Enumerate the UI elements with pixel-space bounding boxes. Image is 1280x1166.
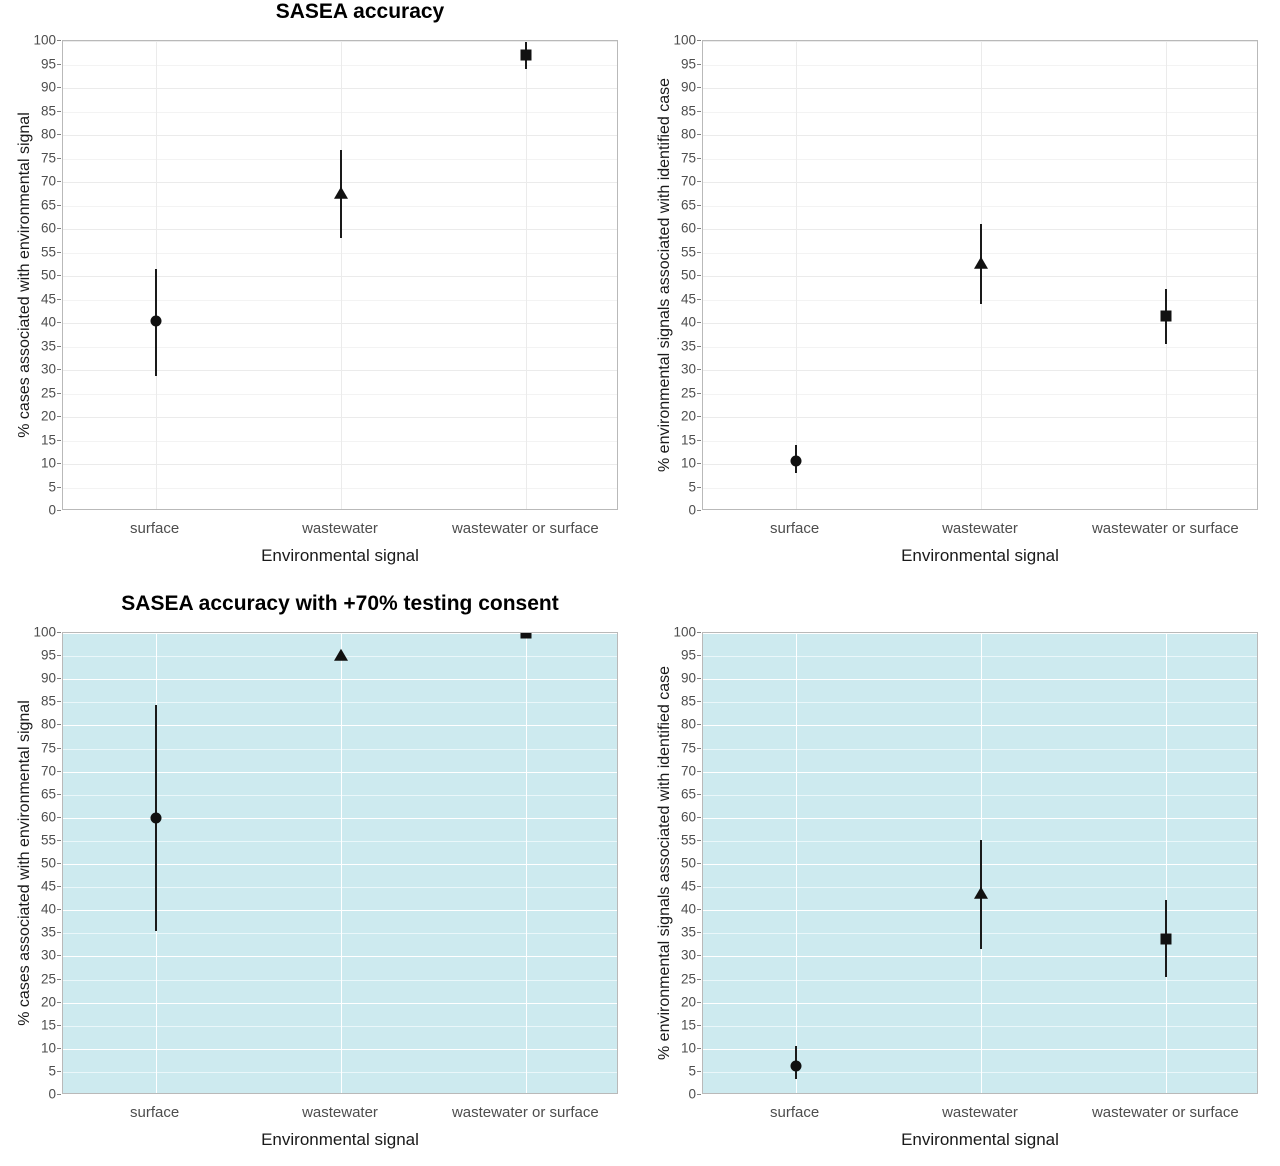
gridline-minor	[63, 980, 617, 981]
y-tick-mark	[697, 275, 701, 276]
gridline-major	[63, 1003, 617, 1004]
y-tick-mark	[697, 252, 701, 253]
x-axis-title: Environmental signal	[261, 1130, 419, 1149]
x-axis-title: Environmental signal	[261, 546, 419, 565]
y-tick-label: 30	[680, 947, 696, 963]
gridline-major	[703, 88, 1257, 89]
y-tick-label: 80	[40, 716, 56, 732]
x-tick-label: wastewater	[302, 520, 378, 537]
y-tick-mark	[697, 678, 701, 679]
x-tick-label: wastewater	[942, 1104, 1018, 1121]
gridline-minor	[703, 159, 1257, 160]
y-tick-mark	[57, 346, 61, 347]
gridline-major	[63, 910, 617, 911]
y-tick-mark	[57, 794, 61, 795]
y-tick-mark	[697, 840, 701, 841]
y-tick-label: 25	[680, 385, 696, 400]
y-tick-label: 55	[680, 244, 696, 259]
y-tick-mark	[697, 1094, 701, 1095]
gridline-major	[703, 956, 1257, 957]
y-tick-mark	[57, 1071, 61, 1072]
gridline-minor	[63, 65, 617, 66]
vertical-gridline	[341, 41, 342, 509]
gridline-minor	[703, 394, 1257, 395]
y-tick-mark	[697, 701, 701, 702]
vertical-gridline	[526, 41, 527, 509]
vertical-gridline	[1166, 633, 1167, 1093]
y-tick-mark	[697, 440, 701, 441]
y-tick-label: 50	[680, 267, 696, 283]
plot-area	[702, 632, 1258, 1094]
y-tick-mark	[57, 724, 61, 725]
x-tick-label: surface	[130, 1104, 180, 1121]
y-axis-title: % environmental signals associated with identified case	[656, 78, 673, 472]
y-tick-label: 35	[40, 338, 56, 353]
x-axis-title: Environmental signal	[901, 1130, 1059, 1149]
x-tick-label: wastewater	[942, 520, 1018, 537]
y-tick-label: 75	[680, 150, 696, 165]
y-tick-label: 40	[40, 314, 56, 330]
gridline-major	[63, 956, 617, 957]
y-tick-label: 20	[680, 408, 696, 424]
data-point-triangle	[974, 887, 988, 899]
y-tick-label: 100	[673, 624, 696, 640]
gridline-major	[703, 818, 1257, 819]
plot-area	[62, 632, 618, 1094]
y-tick-label: 15	[680, 432, 696, 447]
y-tick-label: 90	[680, 670, 696, 686]
gridline-major	[63, 417, 617, 418]
gridline-minor	[703, 488, 1257, 489]
y-tick-label: 15	[40, 432, 56, 447]
gridline-minor	[63, 933, 617, 934]
y-tick-label: 85	[680, 103, 696, 118]
y-tick-mark	[697, 979, 701, 980]
gridline-major	[703, 41, 1257, 42]
y-tick-label: 45	[680, 878, 696, 894]
y-tick-label: 70	[680, 173, 696, 189]
y-tick-label: 10	[40, 455, 56, 471]
x-tick-label: surface	[770, 1104, 820, 1121]
y-tick-mark	[57, 1002, 61, 1003]
y-tick-label: 25	[40, 971, 56, 986]
y-tick-label: 5	[48, 479, 56, 494]
y-tick-label: 55	[680, 832, 696, 848]
y-tick-mark	[57, 299, 61, 300]
y-tick-mark	[697, 40, 701, 41]
y-tick-label: 20	[680, 994, 696, 1010]
y-tick-mark	[697, 181, 701, 182]
y-tick-mark	[57, 487, 61, 488]
y-tick-label: 40	[680, 901, 696, 917]
gridline-major	[63, 633, 617, 634]
y-tick-mark	[57, 111, 61, 112]
plot-area	[702, 40, 1258, 510]
y-tick-mark	[697, 771, 701, 772]
y-tick-label: 30	[40, 361, 56, 377]
gridline-major	[703, 464, 1257, 465]
x-tick-label: wastewater or surface	[451, 1104, 599, 1121]
y-tick-label: 85	[40, 103, 56, 118]
chart-top-left	[0, 22, 640, 582]
y-tick-label: 70	[680, 763, 696, 779]
gridline-minor	[63, 112, 617, 113]
data-point-circle	[150, 315, 161, 326]
y-tick-label: 55	[40, 832, 56, 848]
gridline-major	[703, 725, 1257, 726]
y-tick-label: 0	[688, 502, 696, 518]
gridline-major	[63, 88, 617, 89]
y-tick-mark	[697, 158, 701, 159]
gridline-minor	[703, 702, 1257, 703]
gridline-minor	[63, 394, 617, 395]
gridline-major	[703, 370, 1257, 371]
y-tick-label: 50	[40, 267, 56, 283]
y-tick-mark	[57, 748, 61, 749]
y-tick-mark	[57, 771, 61, 772]
y-tick-mark	[697, 416, 701, 417]
gridline-major	[703, 772, 1257, 773]
y-tick-mark	[57, 440, 61, 441]
y-tick-mark	[57, 655, 61, 656]
y-tick-mark	[57, 817, 61, 818]
gridline-major	[63, 41, 617, 42]
y-axis-title: % environmental signals associated with identified case	[656, 666, 673, 1060]
y-tick-mark	[697, 346, 701, 347]
data-point-square	[1161, 310, 1172, 321]
y-tick-mark	[697, 393, 701, 394]
y-tick-label: 90	[40, 79, 56, 95]
y-tick-mark	[57, 1025, 61, 1026]
data-point-circle	[790, 1061, 801, 1072]
gridline-major	[63, 679, 617, 680]
y-tick-mark	[57, 322, 61, 323]
gridline-minor	[703, 656, 1257, 657]
y-tick-label: 55	[40, 244, 56, 259]
y-tick-label: 60	[40, 220, 56, 236]
gridline-minor	[63, 795, 617, 796]
y-tick-mark	[697, 724, 701, 725]
gridline-major	[63, 464, 617, 465]
data-point-triangle	[334, 649, 348, 661]
y-tick-label: 80	[680, 126, 696, 142]
y-tick-label: 85	[680, 693, 696, 709]
gridline-minor	[63, 488, 617, 489]
y-tick-mark	[697, 655, 701, 656]
x-tick-label: surface	[130, 520, 180, 537]
y-tick-label: 10	[680, 1040, 696, 1056]
y-tick-mark	[57, 979, 61, 980]
y-tick-mark	[697, 817, 701, 818]
y-tick-mark	[697, 64, 701, 65]
y-tick-mark	[57, 863, 61, 864]
y-tick-label: 100	[33, 32, 56, 48]
y-tick-label: 0	[48, 502, 56, 518]
gridline-minor	[63, 441, 617, 442]
y-tick-label: 70	[40, 173, 56, 189]
gridline-major	[63, 1049, 617, 1050]
gridline-major	[703, 633, 1257, 634]
y-tick-mark	[57, 134, 61, 135]
y-tick-label: 95	[40, 647, 56, 663]
y-tick-mark	[57, 205, 61, 206]
y-tick-mark	[697, 87, 701, 88]
y-tick-label: 80	[680, 716, 696, 732]
gridline-minor	[703, 441, 1257, 442]
x-tick-label: wastewater or surface	[1091, 520, 1239, 537]
y-tick-label: 65	[680, 786, 696, 802]
y-tick-mark	[697, 463, 701, 464]
y-tick-mark	[697, 909, 701, 910]
y-tick-label: 40	[680, 314, 696, 330]
vertical-gridline	[1166, 41, 1167, 509]
vertical-gridline	[796, 633, 797, 1093]
chart-bottom-right	[640, 614, 1280, 1166]
data-point-circle	[150, 812, 161, 823]
data-point-square	[521, 632, 532, 639]
chart-bottom-left	[0, 614, 640, 1166]
gridline-major	[703, 1003, 1257, 1004]
y-tick-mark	[697, 228, 701, 229]
y-tick-mark	[57, 416, 61, 417]
y-tick-mark	[57, 632, 61, 633]
y-tick-label: 15	[680, 1017, 696, 1033]
x-tick-label: surface	[770, 520, 820, 537]
y-axis-title: % cases associated with environmental signal	[16, 700, 33, 1026]
y-tick-label: 25	[680, 971, 696, 986]
y-tick-label: 60	[680, 220, 696, 236]
gridline-minor	[63, 749, 617, 750]
x-tick-label: wastewater or surface	[451, 520, 599, 537]
y-tick-mark	[697, 322, 701, 323]
gridline-major	[703, 1049, 1257, 1050]
gridline-major	[703, 417, 1257, 418]
y-tick-label: 40	[40, 901, 56, 917]
y-tick-mark	[57, 393, 61, 394]
y-tick-label: 100	[33, 624, 56, 640]
y-tick-mark	[57, 64, 61, 65]
y-tick-label: 20	[40, 408, 56, 424]
y-tick-mark	[57, 228, 61, 229]
gridline-minor	[63, 841, 617, 842]
y-axis-title: % cases associated with environmental signal	[16, 112, 33, 438]
y-tick-mark	[697, 510, 701, 511]
y-tick-mark	[697, 205, 701, 206]
vertical-gridline	[341, 633, 342, 1093]
y-tick-label: 100	[673, 32, 696, 48]
y-tick-label: 95	[680, 647, 696, 663]
gridline-major	[63, 725, 617, 726]
y-tick-mark	[57, 252, 61, 253]
y-tick-mark	[697, 1002, 701, 1003]
y-tick-label: 75	[680, 740, 696, 755]
gridline-minor	[703, 1026, 1257, 1027]
y-tick-label: 85	[40, 693, 56, 709]
y-tick-label: 75	[40, 150, 56, 165]
y-tick-mark	[697, 369, 701, 370]
y-tick-mark	[697, 886, 701, 887]
y-tick-mark	[57, 909, 61, 910]
gridline-major	[703, 679, 1257, 680]
gridline-major	[63, 135, 617, 136]
gridline-minor	[703, 347, 1257, 348]
gridline-minor	[63, 1072, 617, 1073]
y-tick-mark	[697, 487, 701, 488]
gridline-minor	[63, 1026, 617, 1027]
y-tick-mark	[697, 1048, 701, 1049]
y-tick-label: 50	[680, 855, 696, 871]
y-tick-label: 45	[680, 291, 696, 306]
y-tick-label: 45	[40, 878, 56, 894]
gridline-major	[63, 772, 617, 773]
gridline-minor	[703, 749, 1257, 750]
y-tick-mark	[697, 863, 701, 864]
y-tick-label: 95	[680, 56, 696, 71]
y-tick-label: 80	[40, 126, 56, 142]
y-tick-label: 5	[688, 1063, 696, 1079]
y-tick-mark	[697, 299, 701, 300]
y-tick-mark	[57, 275, 61, 276]
y-tick-label: 50	[40, 855, 56, 871]
y-tick-mark	[57, 510, 61, 511]
y-tick-mark	[57, 87, 61, 88]
y-tick-label: 45	[40, 291, 56, 306]
gridline-major	[63, 323, 617, 324]
gridline-major	[63, 818, 617, 819]
y-tick-label: 95	[40, 56, 56, 71]
y-tick-label: 65	[40, 786, 56, 802]
y-tick-label: 60	[680, 809, 696, 825]
gridline-major	[703, 182, 1257, 183]
panel-title-bottom: SASEA accuracy with +70% testing consent	[121, 592, 559, 615]
x-tick-label: wastewater	[302, 1104, 378, 1121]
x-axis-title: Environmental signal	[901, 546, 1059, 565]
data-point-triangle	[974, 257, 988, 269]
y-tick-label: 70	[40, 763, 56, 779]
y-tick-label: 60	[40, 809, 56, 825]
chart-top-right	[640, 22, 1280, 582]
y-tick-label: 0	[688, 1086, 696, 1102]
y-tick-label: 65	[40, 197, 56, 212]
plot-area	[62, 40, 618, 510]
y-tick-mark	[57, 181, 61, 182]
y-tick-mark	[57, 1048, 61, 1049]
y-tick-mark	[57, 678, 61, 679]
y-tick-label: 30	[40, 947, 56, 963]
vertical-gridline	[526, 633, 527, 1093]
y-tick-mark	[697, 932, 701, 933]
y-tick-label: 75	[40, 740, 56, 755]
y-tick-mark	[697, 955, 701, 956]
y-tick-label: 15	[40, 1017, 56, 1033]
y-tick-mark	[57, 840, 61, 841]
y-tick-label: 5	[48, 1063, 56, 1079]
y-tick-mark	[57, 158, 61, 159]
y-tick-mark	[57, 886, 61, 887]
panel-title-top: SASEA accuracy	[275, 0, 445, 23]
y-tick-mark	[697, 134, 701, 135]
y-tick-label: 90	[680, 79, 696, 95]
y-tick-mark	[57, 463, 61, 464]
gridline-minor	[63, 253, 617, 254]
gridline-minor	[63, 702, 617, 703]
y-tick-label: 5	[688, 479, 696, 494]
y-tick-label: 35	[680, 338, 696, 353]
y-tick-label: 0	[48, 1086, 56, 1102]
gridline-minor	[703, 795, 1257, 796]
y-tick-label: 30	[680, 361, 696, 377]
y-tick-label: 65	[680, 197, 696, 212]
y-tick-mark	[697, 111, 701, 112]
gridline-minor	[703, 206, 1257, 207]
y-tick-mark	[697, 632, 701, 633]
vertical-gridline	[796, 41, 797, 509]
y-tick-mark	[57, 955, 61, 956]
y-tick-label: 25	[40, 385, 56, 400]
data-point-square	[1161, 933, 1172, 944]
gridline-major	[703, 135, 1257, 136]
y-tick-label: 10	[680, 455, 696, 471]
gridline-minor	[63, 887, 617, 888]
y-tick-mark	[57, 701, 61, 702]
y-tick-mark	[697, 794, 701, 795]
gridline-minor	[703, 980, 1257, 981]
gridline-minor	[703, 112, 1257, 113]
gridline-major	[63, 276, 617, 277]
data-point-circle	[790, 456, 801, 467]
gridline-minor	[63, 347, 617, 348]
y-tick-label: 35	[40, 924, 56, 940]
y-tick-mark	[697, 1025, 701, 1026]
gridline-minor	[703, 1072, 1257, 1073]
y-tick-label: 20	[40, 994, 56, 1010]
gridline-minor	[703, 65, 1257, 66]
y-tick-mark	[57, 932, 61, 933]
gridline-major	[63, 370, 617, 371]
y-tick-label: 35	[680, 924, 696, 940]
y-tick-label: 10	[40, 1040, 56, 1056]
y-tick-label: 90	[40, 670, 56, 686]
y-tick-mark	[57, 1094, 61, 1095]
x-tick-label: wastewater or surface	[1091, 1104, 1239, 1121]
y-tick-mark	[697, 1071, 701, 1072]
y-tick-mark	[57, 369, 61, 370]
data-point-triangle	[334, 187, 348, 199]
y-tick-mark	[697, 748, 701, 749]
data-point-square	[521, 50, 532, 61]
gridline-major	[703, 323, 1257, 324]
y-tick-mark	[57, 40, 61, 41]
gridline-major	[63, 864, 617, 865]
gridline-minor	[63, 300, 617, 301]
